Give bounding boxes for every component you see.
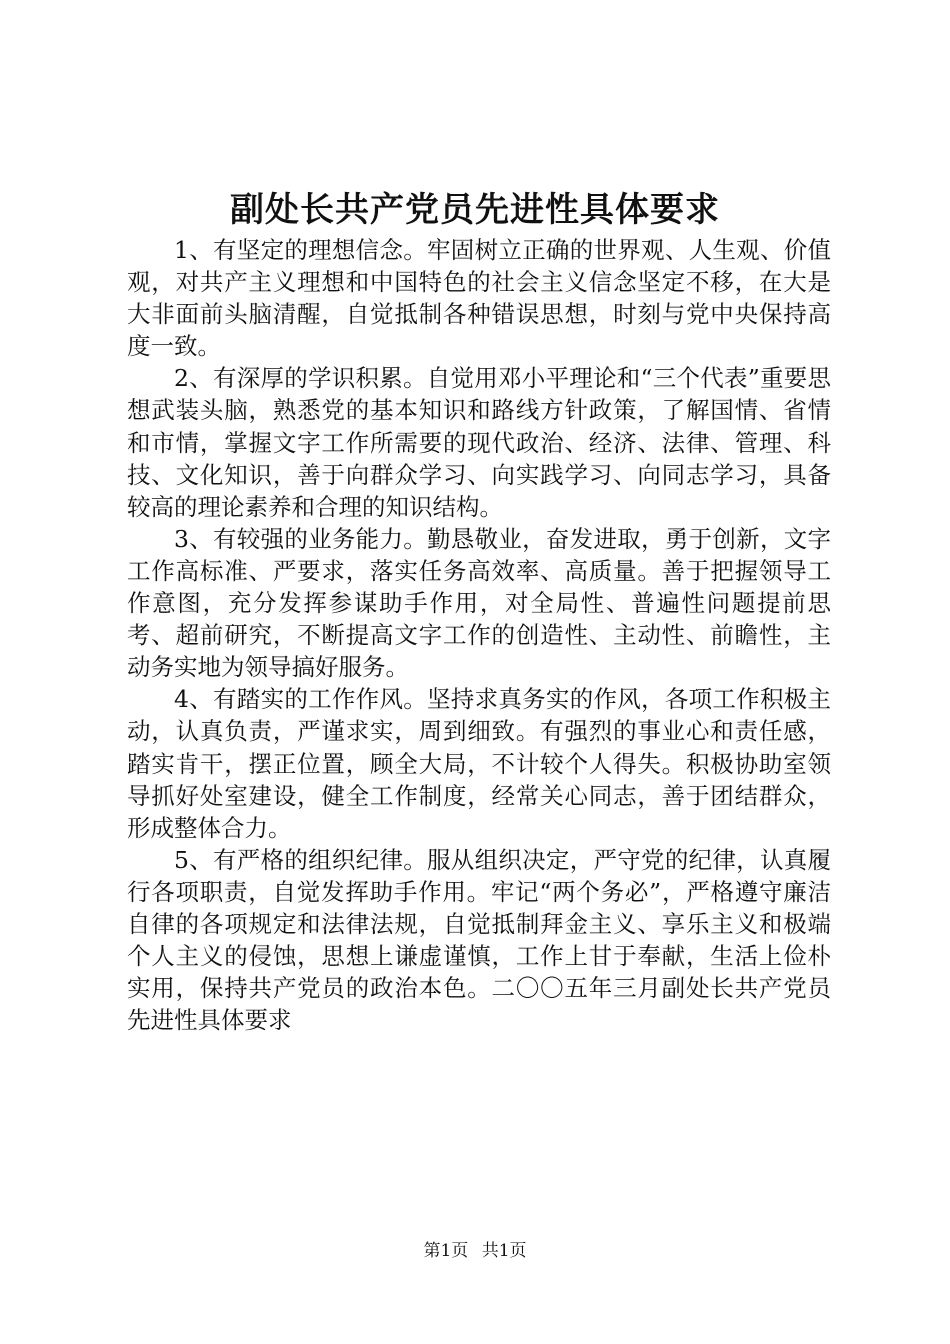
paragraph-2: 2、有深厚的学识积累。自觉用邓小平理论和“三个代表”重要思想武装头脑，熟悉党的基本知识和路线方针政策，了解国情、省情和市情，掌握文字工作所需要的现代政治、经济、法律、管理、科技、文化知识，善于向群众学习、向实践学习、向同志学习，具备较高的理论素养和合理的知识结构。 [127,364,831,521]
document-title: 副处长共产党员先进性具体要求 [230,190,720,230]
page-footer [0,1240,950,1262]
paragraph-3: 3、有较强的业务能力。勤恳敬业，奋发进取，勇于创新，文字工作高标准、严要求，落实任务高效率、高质量。善于把握领导工作意图，充分发挥参谋助手作用，对全局性、普遍性问题提前思考、超前研究，不断提高文字工作的创造性、主动性、前瞻性，主动务实地为领导搞好服务。 [127,524,831,682]
page-number-current: 第1页 [423,1241,469,1261]
paragraph-4: 4、有踏实的工作作风。坚持求真务实的作风，各项工作积极主动，认真负责，严谨求实，周到细致。有强烈的事业心和责任感，踏实肯干，摆正位置，顾全大局，不计较个人得失。积极协助室领导抓好处室建设，健全工作制度，经常关心同志，善于团结群众，形成整体合力。 [127,685,831,842]
paragraph-5: 5、有严格的组织纪律。服从组织决定，严守党的纪律，认真履行各项职责，自觉发挥助手作用。牢记“两个务必”，严格遵守廉洁自律的各项规定和法律法规，自觉抵制拜金主义、享乐主义和极端个人主义的侵蚀，思想上谦虚谨慎，工作上甘于奉献，生活上俭朴实用，保持共产党员的政治本色。二〇〇五年三月副处长共产党员先进性具体要求 [127,845,831,1035]
paragraph-1: 1、有坚定的理想信念。牢固树立正确的世界观、人生观、价值观，对共产主义理想和中国特色的社会主义信念坚定不移，在大是大非面前头脑清醒，自觉抵制各种错误思想，时刻与党中央保持高度一致。 [127,236,831,361]
document-body [127,234,831,1036]
page-number-total: 共1页 [481,1241,527,1261]
